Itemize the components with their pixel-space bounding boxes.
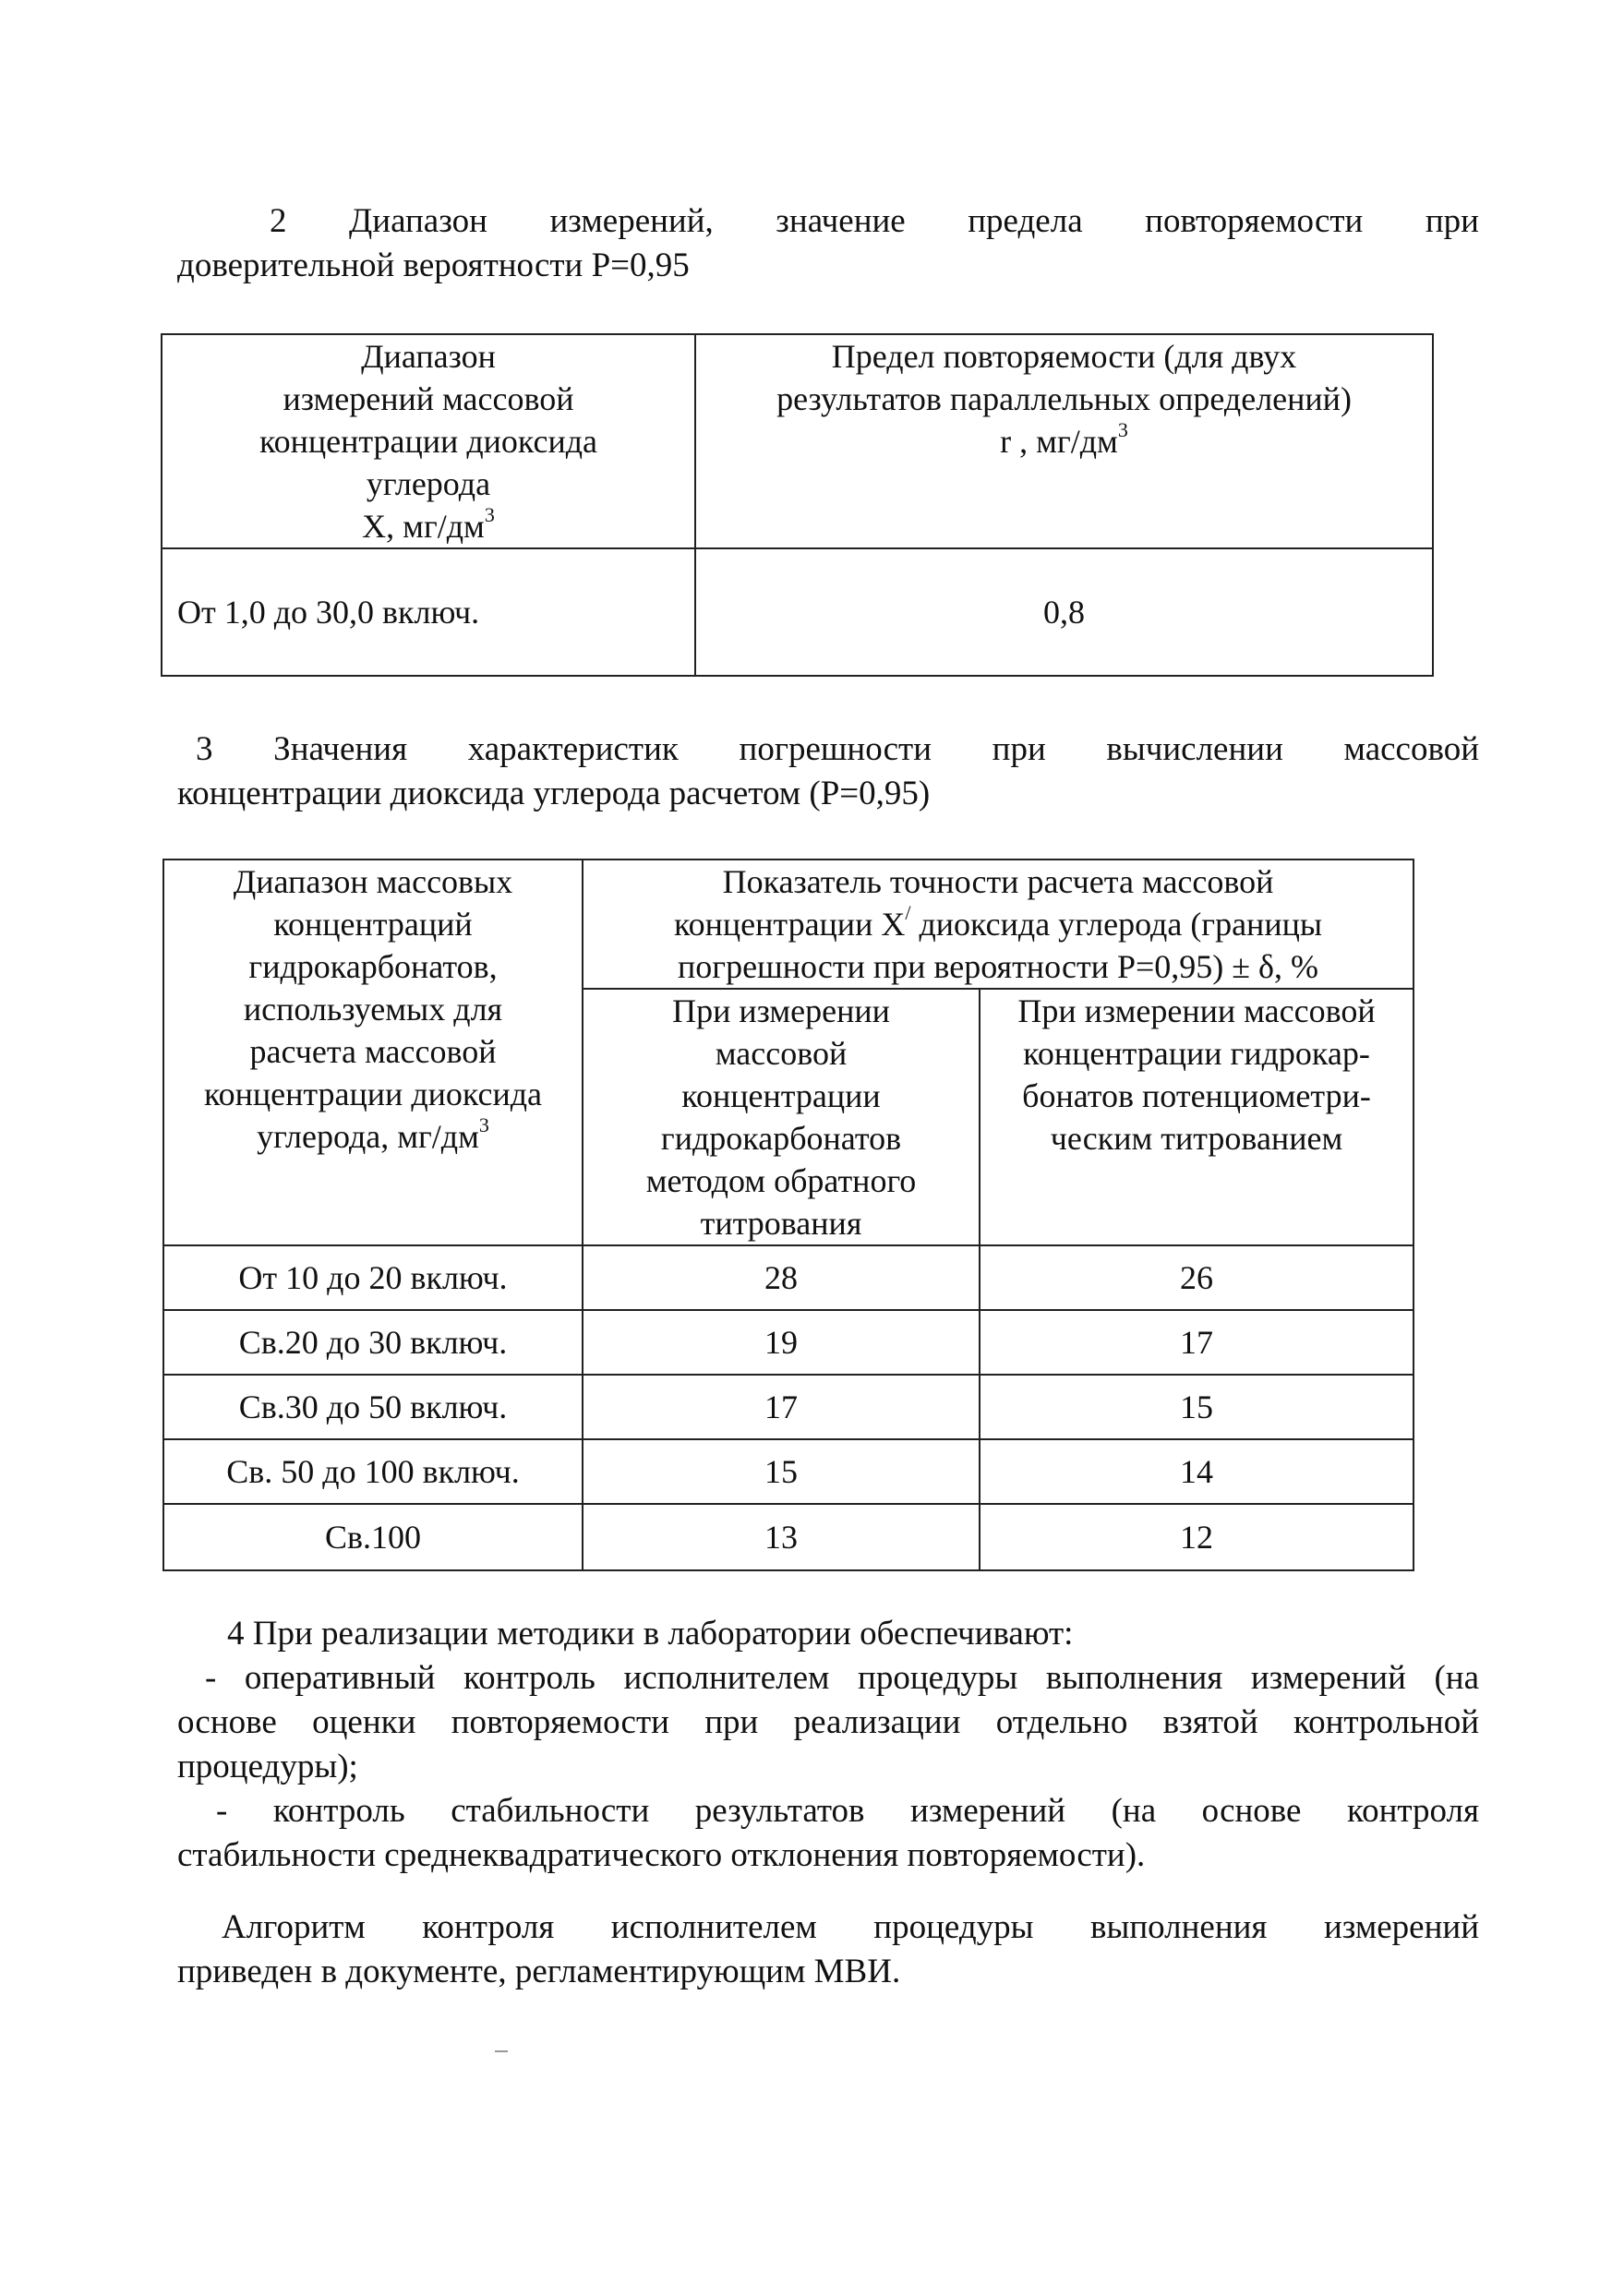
table-row <box>163 1504 1413 1570</box>
table-row <box>163 1375 1413 1439</box>
t2-h1-unit: углерода, мг/дм <box>257 1118 479 1155</box>
t1-row-value: 0,8 <box>695 548 1433 676</box>
t2-ht-line2 <box>583 903 1413 945</box>
t2-hs2-line2: концентрации гидрокар- <box>1023 1035 1370 1072</box>
t2-range-cell: Св.30 до 50 включ. <box>163 1375 583 1439</box>
t2-hs1-line1: При измерении <box>672 992 890 1029</box>
section-3-heading-line2: концентрации диоксида углерода расчетом (Р=0,95) <box>177 775 931 812</box>
t1-h1-unit-sup: 3 <box>484 503 495 526</box>
t1-h1-line5 <box>162 505 694 547</box>
t2-potentio-cell: 26 <box>980 1245 1413 1310</box>
t1-h2-unit-sup: 3 <box>1117 418 1128 441</box>
t1-h1-unit: Х, мг/дм <box>362 508 485 545</box>
repeatability-table <box>161 333 1434 677</box>
t2-h1-line7 <box>164 1115 582 1158</box>
t2-back-cell: 15 <box>583 1439 980 1504</box>
section-3-heading-line1: 3 Значения характеристик погрешности при вычислении массовой <box>196 730 1479 768</box>
section-4-item2-line2: стабильности среднеквадратического отклонения повторяемости). <box>177 1836 1146 1874</box>
section-2-heading-line1: 2 Диапазон измерений, значение предела повторяемости при <box>270 202 1479 240</box>
section-4-item1-line3: процедуры); <box>177 1748 358 1785</box>
t2-back-cell: 28 <box>583 1245 980 1310</box>
t1-header-limit <box>695 334 1433 548</box>
section-2-heading-line2: доверительной вероятности Р=0,95 <box>177 246 690 284</box>
t2-h1-line3: гидрокарбонатов, <box>248 948 498 985</box>
section-3-heading <box>177 727 1479 816</box>
t2-hs2-line3: бонатов потенциометри- <box>1022 1077 1371 1114</box>
t2-h1-line1: Диапазон массовых <box>233 863 513 900</box>
t2-hs1-line6: титрования <box>700 1205 862 1242</box>
t2-back-cell: 19 <box>583 1310 980 1375</box>
t2-header-accuracy <box>583 860 1413 989</box>
section-4-item1-line1: - оперативный контроль исполнителем процедуры выполнения измерений (на <box>205 1659 1479 1697</box>
t2-potentio-cell: 17 <box>980 1310 1413 1375</box>
t2-h1-unit-sup: 3 <box>478 1113 489 1136</box>
t2-h1-line6: концентрации диоксида <box>203 1076 543 1112</box>
t2-potentio-cell: 14 <box>980 1439 1413 1504</box>
t2-hs2-line1: При измерении массовой <box>1017 992 1376 1029</box>
t2-hs1-line5: методом обратного <box>645 1162 917 1199</box>
table-row <box>163 1245 1413 1310</box>
closing-line1: Алгоритм контроля исполнителем процедуры выполнения измерений <box>222 1908 1479 1946</box>
t2-h1-line4: используемых для <box>243 991 503 1028</box>
t2-hs1-line4: гидрокарбонатов <box>660 1120 902 1157</box>
t2-range-cell: От 10 до 20 включ. <box>163 1245 583 1310</box>
t2-header-back-titration <box>583 989 980 1245</box>
t2-h1-line2: концентраций <box>273 906 473 943</box>
t2-h1-line5: расчета массовой <box>249 1033 497 1070</box>
t1-row-range: От 1,0 до 30,0 включ. <box>162 548 695 676</box>
section-2-heading <box>177 199 1479 288</box>
section-4-intro: 4 При реализации методики в лаборатории обеспечивают: <box>227 1615 1074 1653</box>
t1-h2-line2: результатов параллельных определений) <box>776 380 1352 417</box>
t2-header-potentiometric <box>980 989 1413 1245</box>
section-4-item2-line1: - контроль стабильности результатов измерений (на основе контроля <box>216 1792 1479 1830</box>
closing-line2: приведен в документе, регламентирующим МВИ. <box>177 1953 901 1990</box>
table-row <box>163 1439 1413 1504</box>
section-4-item1-line2: основе оценки повторяемости при реализации отдельно взятой контрольной <box>177 1703 1479 1741</box>
t2-range-cell: Св.20 до 30 включ. <box>163 1310 583 1375</box>
t2-ht-symbol-sup: / <box>905 901 911 924</box>
table-row <box>163 1310 1413 1375</box>
t2-hs1-line3: концентрации <box>681 1077 881 1114</box>
scan-mark <box>495 2050 508 2052</box>
t2-ht-line1: Показатель точности расчета массовой <box>722 863 1274 900</box>
t2-range-cell: Св. 50 до 100 включ. <box>163 1439 583 1504</box>
t1-h2-unit: r , мг/дм <box>1000 423 1118 460</box>
t2-ht-symbol: концентрации Х <box>673 906 906 943</box>
t2-hs1-line2: массовой <box>715 1035 848 1072</box>
t1-header-range <box>162 334 695 548</box>
accuracy-table <box>162 859 1414 1571</box>
t2-potentio-cell: 12 <box>980 1504 1413 1570</box>
t2-ht-line3: погрешности при вероятности Р=0,95) ± δ, % <box>678 948 1318 985</box>
t2-back-cell: 17 <box>583 1375 980 1439</box>
t2-potentio-cell: 15 <box>980 1375 1413 1439</box>
t1-h2-line1: Предел повторяемости (для двух <box>831 338 1297 375</box>
t2-back-cell: 13 <box>583 1504 980 1570</box>
section-4 <box>177 1612 1479 1878</box>
t1-h1-line3: концентрации диоксида <box>259 423 598 460</box>
closing-paragraph <box>177 1905 1479 1994</box>
t1-h1-line2: измерений массовой <box>283 380 574 417</box>
t2-ht-line2-rest: диоксида углерода (границы <box>919 906 1323 943</box>
t1-h1-line1: Диапазон <box>361 338 496 375</box>
t1-h1-line4: углерода <box>366 465 491 502</box>
t2-header-range <box>163 860 583 1245</box>
t1-h2-line3 <box>696 420 1432 463</box>
t2-range-cell: Св.100 <box>163 1504 583 1570</box>
t2-hs2-line4: ческим титрованием <box>1050 1120 1343 1157</box>
